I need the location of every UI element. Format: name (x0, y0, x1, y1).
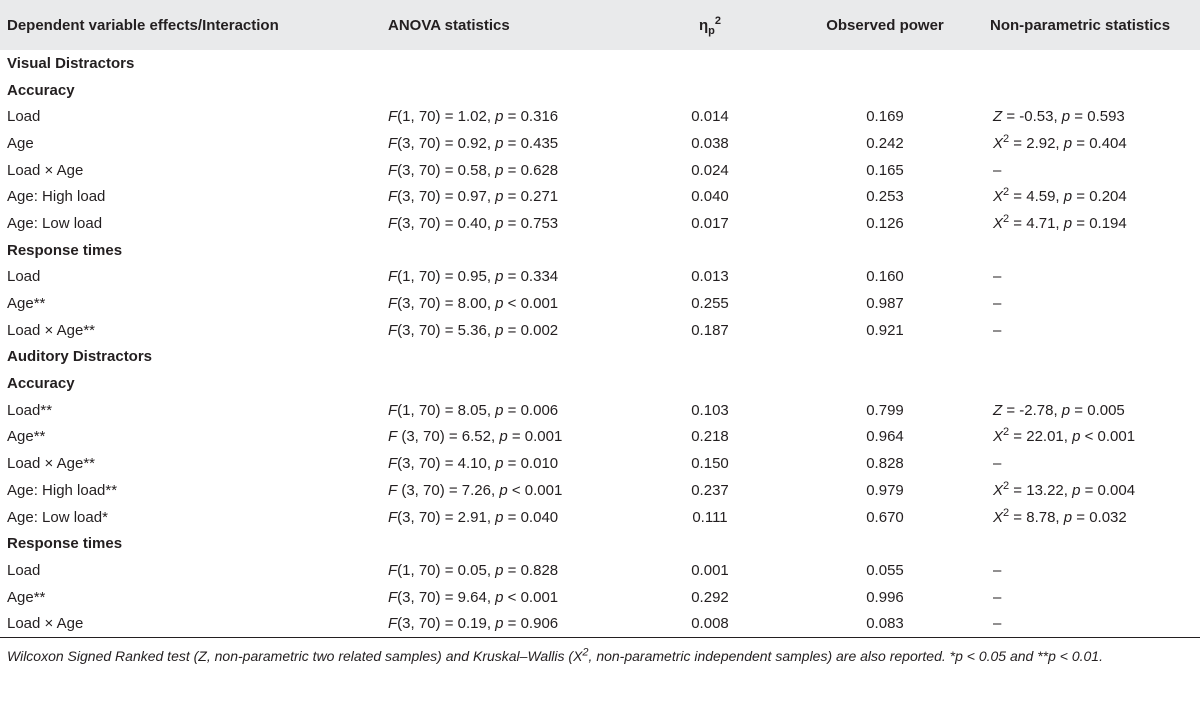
anova-f-symbol: F (388, 268, 398, 286)
effect-cell (0, 103, 388, 130)
eta-squared-cell: 0.014 (691, 108, 729, 126)
effect-cell (0, 477, 388, 504)
effect-cell (0, 397, 388, 424)
np-stat-value: = 4.71, (1009, 214, 1064, 232)
anova-p-value: = 0.271 (503, 188, 559, 206)
significance-stars: * (102, 508, 108, 526)
anova-df-value: (1, 70) = 0.95, (397, 268, 496, 286)
section-label: Auditory Distractors (7, 348, 153, 366)
anova-p-symbol: p (495, 188, 504, 206)
significance-stars: ** (105, 481, 118, 499)
nonparametric-dash: – (993, 615, 1002, 633)
effect-cell (0, 504, 388, 531)
anova-f-symbol: F (388, 295, 398, 313)
eta-squared-cell: 0.017 (691, 214, 729, 232)
anova-cell (388, 424, 640, 451)
nonparametric-cell (990, 210, 1200, 237)
np-p-symbol: p (1063, 508, 1073, 526)
np-stat-superscript: 2 (1003, 186, 1010, 199)
np-p-value: = 0.005 (1070, 401, 1125, 419)
table-row (0, 210, 1200, 237)
effect-cell (0, 264, 388, 291)
np-p-symbol: p (1061, 108, 1071, 126)
anova-p-symbol: p (495, 268, 504, 286)
anova-p-value: < 0.001 (503, 588, 559, 606)
anova-cell (388, 610, 640, 637)
table-row (0, 504, 1200, 531)
anova-f-symbol: F (388, 455, 398, 473)
anova-cell (388, 210, 640, 237)
anova-cell (388, 397, 640, 424)
nonparametric-cell (990, 397, 1200, 424)
eta-symbol: η (698, 16, 709, 34)
anova-p-value: = 0.002 (503, 321, 559, 339)
anova-cell (388, 557, 640, 584)
subsection-header-row (0, 237, 1200, 264)
observed-power-cell: 0.828 (866, 455, 904, 473)
nonparametric-dash: – (993, 455, 1002, 473)
np-stat-superscript: 2 (1003, 506, 1010, 519)
effect-cell (0, 424, 388, 451)
eta-squared-cell: 0.187 (691, 321, 729, 339)
eta-squared-cell: 0.103 (691, 401, 729, 419)
np-stat-symbol: X (993, 428, 1004, 446)
np-stat-value: = 2.92, (1009, 134, 1064, 152)
eta-squared-cell: 0.013 (691, 268, 729, 286)
anova-p-value: = 0.828 (503, 561, 559, 579)
nonparametric-dash: – (993, 561, 1002, 579)
eta-squared-cell: 0.040 (691, 188, 729, 206)
significance-stars: ** (33, 588, 46, 606)
nonparametric-cell (990, 557, 1200, 584)
eta-squared-cell: 0.255 (691, 295, 729, 313)
significance-stars: ** (83, 455, 96, 473)
significance-stars: ** (33, 295, 46, 313)
anova-p-value: = 0.001 (507, 428, 563, 446)
nonparametric-cell (990, 317, 1200, 344)
header-power: Observed power (826, 16, 944, 34)
anova-f-symbol: F (388, 134, 398, 152)
effect-cell (0, 610, 388, 637)
anova-p-symbol: p (495, 134, 504, 152)
anova-df-value: (3, 70) = 5.36, (397, 321, 496, 339)
np-stat-superscript: 2 (1003, 479, 1010, 492)
significance-stars: ** (33, 428, 46, 446)
observed-power-cell: 0.670 (866, 508, 904, 526)
nonparametric-cell (990, 183, 1200, 210)
nonparametric-cell (990, 157, 1200, 184)
anova-p-value: = 0.040 (503, 508, 559, 526)
effect-label: Load (7, 561, 41, 579)
effect-cell (0, 584, 388, 611)
anova-p-symbol: p (495, 214, 504, 232)
table-row (0, 424, 1200, 451)
anova-p-symbol: p (495, 615, 504, 633)
table-row (0, 130, 1200, 157)
np-p-value: = 0.032 (1072, 508, 1127, 526)
section-header-row (0, 50, 1200, 77)
np-stat-superscript: 2 (1003, 132, 1010, 145)
anova-p-value: = 0.334 (503, 268, 559, 286)
anova-df-value: (3, 70) = 0.58, (397, 161, 496, 179)
np-p-symbol: p (1063, 188, 1073, 206)
np-stat-value: = 13.22, (1009, 481, 1073, 499)
np-stat-value: = -2.78, (1002, 401, 1062, 419)
nonparametric-cell (990, 424, 1200, 451)
np-p-symbol: p (1063, 134, 1073, 152)
table-row (0, 157, 1200, 184)
anova-f-symbol: F (388, 214, 398, 232)
subsection-label: Accuracy (7, 375, 75, 393)
effect-label: Age: Low load (7, 214, 103, 232)
np-p-symbol: p (1072, 428, 1081, 446)
anova-df-value: (3, 70) = 0.19, (397, 615, 496, 633)
anova-p-symbol: p (495, 161, 504, 179)
anova-p-value: = 0.006 (503, 401, 559, 419)
np-stat-symbol: X (993, 508, 1004, 526)
observed-power-cell: 0.126 (866, 214, 904, 232)
anova-df-value: (3, 70) = 0.40, (397, 214, 496, 232)
np-stat-symbol: X (993, 134, 1004, 152)
observed-power-cell: 0.055 (866, 561, 904, 579)
table-row (0, 610, 1200, 637)
table-row (0, 183, 1200, 210)
np-stat-value: = 22.01, (1009, 428, 1073, 446)
eta-squared-cell: 0.008 (691, 615, 729, 633)
eta-squared-cell: 0.292 (691, 588, 729, 606)
table-footnote (0, 638, 1200, 666)
effect-label: Load (7, 401, 41, 419)
anova-df-value: (3, 70) = 6.52, (397, 428, 500, 446)
np-stat-symbol: X (993, 188, 1004, 206)
effect-label: Load (7, 268, 41, 286)
nonparametric-cell (990, 264, 1200, 291)
table-header (0, 0, 1200, 50)
header-anova: ANOVA statistics (388, 16, 510, 34)
observed-power-cell: 0.987 (866, 295, 904, 313)
effect-cell (0, 450, 388, 477)
effect-label: Age: High load (7, 481, 106, 499)
np-stat-value: = 8.78, (1009, 508, 1064, 526)
effect-label: Age (7, 428, 34, 446)
effect-cell (0, 183, 388, 210)
np-p-value: = 0.404 (1072, 134, 1127, 152)
anova-cell (388, 317, 640, 344)
np-stat-superscript: 2 (1003, 212, 1010, 225)
observed-power-cell: 0.169 (866, 108, 904, 126)
anova-p-symbol: p (499, 428, 508, 446)
table-row (0, 103, 1200, 130)
anova-cell (388, 584, 640, 611)
anova-df-value: (3, 70) = 9.64, (397, 588, 496, 606)
anova-f-symbol: F (388, 188, 398, 206)
anova-p-symbol: p (495, 295, 504, 313)
np-p-symbol: p (1063, 214, 1073, 232)
significance-stars: ** (83, 321, 96, 339)
anova-cell (388, 103, 640, 130)
effect-label: Load × Age (7, 161, 84, 179)
np-p-symbol: p (1061, 401, 1071, 419)
effect-label: Age (7, 295, 34, 313)
observed-power-cell: 0.253 (866, 188, 904, 206)
eta-squared-cell: 0.237 (691, 481, 729, 499)
nonparametric-cell (990, 584, 1200, 611)
np-stat-value: = 4.59, (1009, 188, 1064, 206)
header-row (0, 0, 1200, 50)
anova-p-value: = 0.906 (503, 615, 559, 633)
observed-power-cell: 0.996 (866, 588, 904, 606)
anova-p-value: < 0.001 (507, 481, 563, 499)
anova-df-value: (3, 70) = 2.91, (397, 508, 496, 526)
np-stat-symbol: X (993, 214, 1004, 232)
nonparametric-cell (990, 130, 1200, 157)
effect-label: Load × Age (7, 321, 84, 339)
effect-label: Load (7, 108, 41, 126)
observed-power-cell: 0.242 (866, 134, 904, 152)
eta-squared-cell: 0.150 (691, 455, 729, 473)
effect-cell (0, 290, 388, 317)
anova-p-value: = 0.753 (503, 214, 559, 232)
effect-cell (0, 557, 388, 584)
observed-power-cell: 0.964 (866, 428, 904, 446)
subsection-header-row (0, 77, 1200, 104)
anova-p-symbol: p (495, 401, 504, 419)
subsection-label: Response times (7, 241, 123, 259)
anova-f-symbol: F (388, 508, 398, 526)
anova-p-symbol: p (495, 455, 504, 473)
effect-label: Age: Low load (7, 508, 103, 526)
anova-p-symbol: p (495, 108, 504, 126)
eta-superscript: 2 (714, 14, 722, 27)
table-row (0, 290, 1200, 317)
anova-cell (388, 504, 640, 531)
anova-p-value: < 0.001 (503, 295, 559, 313)
anova-p-symbol: p (495, 508, 504, 526)
observed-power-cell: 0.921 (866, 321, 904, 339)
section-label: Visual Distractors (7, 54, 135, 72)
eta-squared-cell: 0.024 (691, 161, 729, 179)
anova-p-value: = 0.316 (503, 108, 559, 126)
table-row (0, 317, 1200, 344)
eta-squared-cell: 0.218 (691, 428, 729, 446)
table-row (0, 477, 1200, 504)
table-row (0, 397, 1200, 424)
table-body (0, 50, 1200, 637)
header-eta-squared (640, 0, 780, 50)
effect-label: Age: High load (7, 188, 106, 206)
anova-f-symbol: F (388, 588, 398, 606)
anova-cell (388, 450, 640, 477)
effect-label: Load × Age (7, 615, 84, 633)
effect-cell (0, 317, 388, 344)
observed-power-cell: 0.799 (866, 401, 904, 419)
anova-f-symbol: F (388, 615, 398, 633)
footnote-text-1: Wilcoxon Signed Ranked test (Z, non-parametric two related samples) and Kruskal–Wallis (X (7, 648, 583, 665)
table-row (0, 584, 1200, 611)
effect-cell (0, 210, 388, 237)
eta-squared-cell: 0.111 (692, 508, 728, 526)
anova-df-value: (3, 70) = 0.97, (397, 188, 496, 206)
subsection-label: Response times (7, 535, 123, 553)
eta-subscript: p (708, 24, 715, 37)
header-effect: Dependent variable effects/Interaction (7, 16, 279, 34)
table-row (0, 450, 1200, 477)
observed-power-cell: 0.165 (866, 161, 904, 179)
np-p-value: < 0.001 (1080, 428, 1136, 446)
subsection-header-row (0, 370, 1200, 397)
effect-label: Age (7, 588, 34, 606)
anova-p-value: = 0.010 (503, 455, 559, 473)
anova-f-symbol: F (388, 321, 398, 339)
anova-df-value: (1, 70) = 0.05, (397, 561, 496, 579)
nonparametric-cell (990, 477, 1200, 504)
observed-power-cell: 0.083 (866, 615, 904, 633)
anova-df-value: (3, 70) = 7.26, (397, 481, 500, 499)
np-p-value: = 0.204 (1072, 188, 1127, 206)
anova-df-value: (3, 70) = 8.00, (397, 295, 496, 313)
np-p-symbol: p (1072, 481, 1081, 499)
subsection-label: Accuracy (7, 81, 75, 99)
anova-f-symbol: F (388, 561, 398, 579)
anova-cell (388, 157, 640, 184)
header-nonparametric: Non-parametric statistics (990, 16, 1171, 34)
anova-f-symbol: F (388, 481, 398, 499)
subsection-header-row (0, 530, 1200, 557)
anova-p-value: = 0.435 (503, 134, 559, 152)
anova-p-symbol: p (495, 561, 504, 579)
anova-f-symbol: F (388, 108, 398, 126)
nonparametric-cell (990, 610, 1200, 637)
table-row (0, 264, 1200, 291)
nonparametric-cell (990, 504, 1200, 531)
nonparametric-dash: – (993, 161, 1002, 179)
nonparametric-dash: – (993, 321, 1002, 339)
observed-power-cell: 0.979 (866, 481, 904, 499)
anova-f-symbol: F (388, 428, 398, 446)
np-stat-symbol: X (993, 481, 1004, 499)
np-p-value: = 0.194 (1072, 214, 1127, 232)
effect-cell (0, 157, 388, 184)
nonparametric-cell (990, 450, 1200, 477)
anova-df-value: (1, 70) = 1.02, (397, 108, 496, 126)
effect-cell (0, 130, 388, 157)
table-row (0, 557, 1200, 584)
np-p-value: = 0.593 (1070, 108, 1125, 126)
significance-stars: ** (40, 401, 53, 419)
anova-cell (388, 183, 640, 210)
anova-cell (388, 477, 640, 504)
anova-p-value: = 0.628 (503, 161, 559, 179)
footnote-text-2: , non-parametric independent samples) are also reported. *p < 0.05 and **p < 0.01. (588, 648, 1103, 665)
nonparametric-cell (990, 290, 1200, 317)
nonparametric-dash: – (993, 268, 1002, 286)
np-stat-superscript: 2 (1003, 426, 1010, 439)
nonparametric-cell (990, 103, 1200, 130)
anova-f-symbol: F (388, 401, 398, 419)
nonparametric-dash: – (993, 588, 1002, 606)
anova-cell (388, 290, 640, 317)
effect-label: Age (7, 134, 34, 152)
anova-p-symbol: p (495, 588, 504, 606)
np-stat-symbol: Z (993, 401, 1003, 419)
anova-cell (388, 264, 640, 291)
anova-df-value: (1, 70) = 8.05, (397, 401, 496, 419)
anova-p-symbol: p (499, 481, 508, 499)
anova-df-value: (3, 70) = 0.92, (397, 134, 496, 152)
np-stat-symbol: Z (993, 108, 1003, 126)
footnote-superscript: 2 (582, 646, 589, 659)
eta-squared-cell: 0.038 (691, 134, 729, 152)
effect-label: Load × Age (7, 455, 84, 473)
np-stat-value: = -0.53, (1002, 108, 1062, 126)
anova-df-value: (3, 70) = 4.10, (397, 455, 496, 473)
anova-f-symbol: F (388, 161, 398, 179)
nonparametric-dash: – (993, 295, 1002, 313)
observed-power-cell: 0.160 (866, 268, 904, 286)
anova-cell (388, 130, 640, 157)
eta-squared-cell: 0.001 (691, 561, 729, 579)
np-p-value: = 0.004 (1080, 481, 1136, 499)
anova-p-symbol: p (495, 321, 504, 339)
section-header-row (0, 344, 1200, 371)
